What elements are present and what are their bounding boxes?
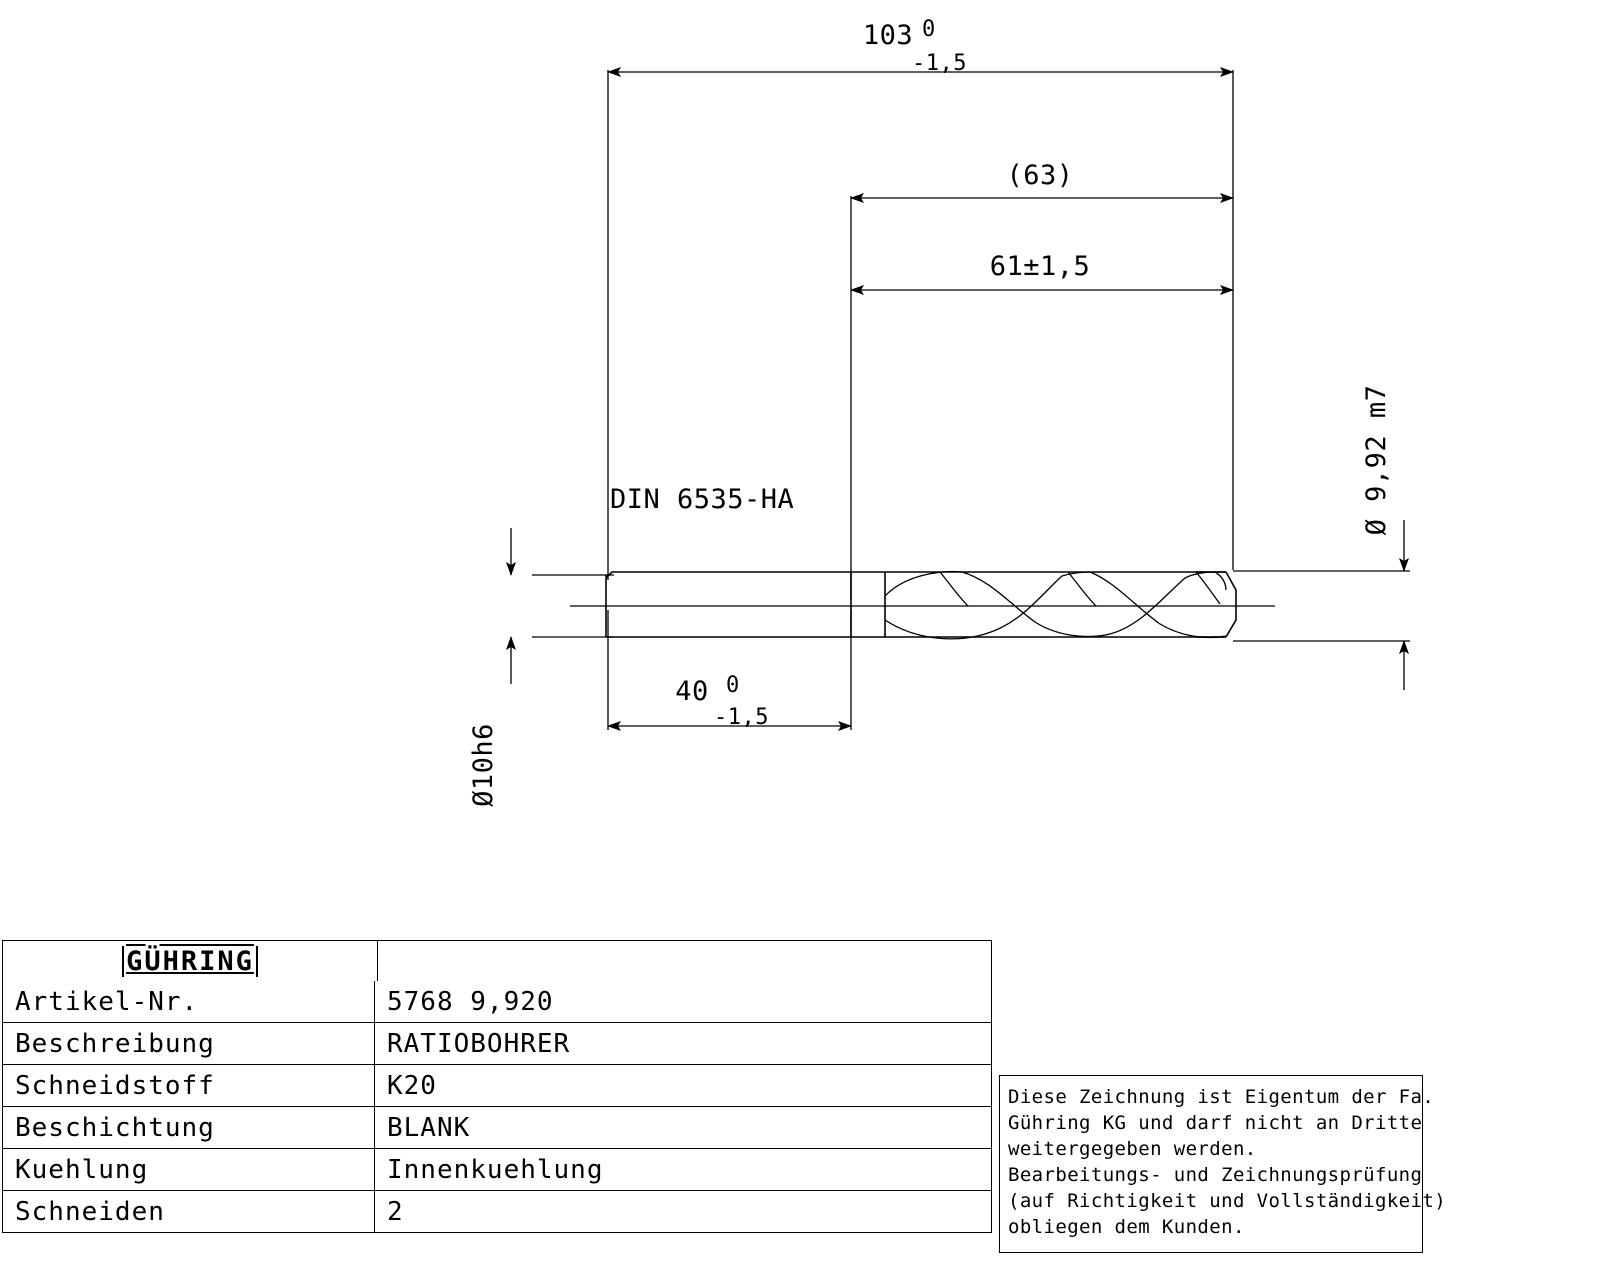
title-block-label: Kuehlung [3, 1149, 375, 1190]
title-block-label: Beschreibung [3, 1023, 375, 1064]
title-block [2, 940, 992, 1233]
dimension-shank-diameter [468, 528, 614, 807]
legal-note-line: obliegen dem Kunden. [1008, 1216, 1245, 1238]
legal-note-line: weitergegeben werden. [1008, 1138, 1257, 1160]
title-block-row [2, 1191, 992, 1233]
dim-cutting-diameter-value: Ø 9,92 m7 [1361, 384, 1392, 536]
title-block-logo-row [2, 940, 992, 981]
legal-note-line: Diese Zeichnung ist Eigentum der Fa. [1008, 1086, 1435, 1108]
dimension-overall-length [608, 17, 1233, 76]
dimension-cutting-diameter [1233, 385, 1410, 690]
title-block-label: Schneiden [3, 1191, 375, 1232]
guehring-logo: GÜHRING [122, 946, 258, 977]
dim-overall-length-value: 103 [862, 20, 914, 51]
dim-shank-length-tol-upper: 0 [726, 673, 740, 698]
title-block-value: 2 [387, 1196, 404, 1227]
logo-cell [3, 941, 378, 981]
dim-shank-length-value: 40 [675, 676, 709, 707]
dimension-shank-length [608, 673, 851, 730]
note-shank-standard: DIN 6535-HA [610, 484, 795, 515]
dim-overall-length-tol-lower: -1,5 [912, 51, 967, 76]
dim-overall-length-tol-upper: 0 [922, 17, 936, 42]
title-block-value: Innenkuehlung [387, 1154, 604, 1185]
title-block-row [2, 1065, 992, 1107]
title-block-label: Beschichtung [3, 1107, 375, 1148]
dim-shank-length-tol-lower: -1,5 [714, 705, 769, 730]
title-block-row [2, 981, 992, 1023]
dim-reference-length-value: (63) [1006, 160, 1074, 191]
logo-row-spacer [378, 941, 991, 981]
legal-note-line: (auf Richtigkeit und Vollständigkeit) [1008, 1190, 1447, 1212]
title-block-rows [2, 981, 992, 1233]
title-block-row [2, 1023, 992, 1065]
extension-lines [608, 70, 1233, 730]
dimension-reference-length [851, 160, 1233, 198]
legal-note-box [999, 1075, 1447, 1253]
title-block-label: Schneidstoff [3, 1065, 375, 1106]
title-block-row [2, 1149, 992, 1191]
title-block-row [2, 1107, 992, 1149]
title-block-value: BLANK [387, 1112, 471, 1143]
dim-shank-diameter-value: Ø10h6 [468, 723, 499, 807]
title-block-value: K20 [387, 1070, 437, 1101]
legal-note-line: Gühring KG und darf nicht an Dritte [1008, 1112, 1423, 1134]
dimension-flute-length [851, 251, 1233, 290]
title-block-value: 5768 9,920 [387, 986, 554, 1017]
legal-note-lines [1008, 1084, 1447, 1240]
legal-note-line: Bearbeitungs- und Zeichnungsprüfung [1008, 1164, 1423, 1186]
title-block-label: Artikel-Nr. [3, 981, 375, 1022]
title-block-value: RATIOBOHRER [387, 1028, 571, 1059]
dim-flute-length-value: 61±1,5 [989, 251, 1091, 282]
drill-tool-side-view [570, 572, 1275, 639]
